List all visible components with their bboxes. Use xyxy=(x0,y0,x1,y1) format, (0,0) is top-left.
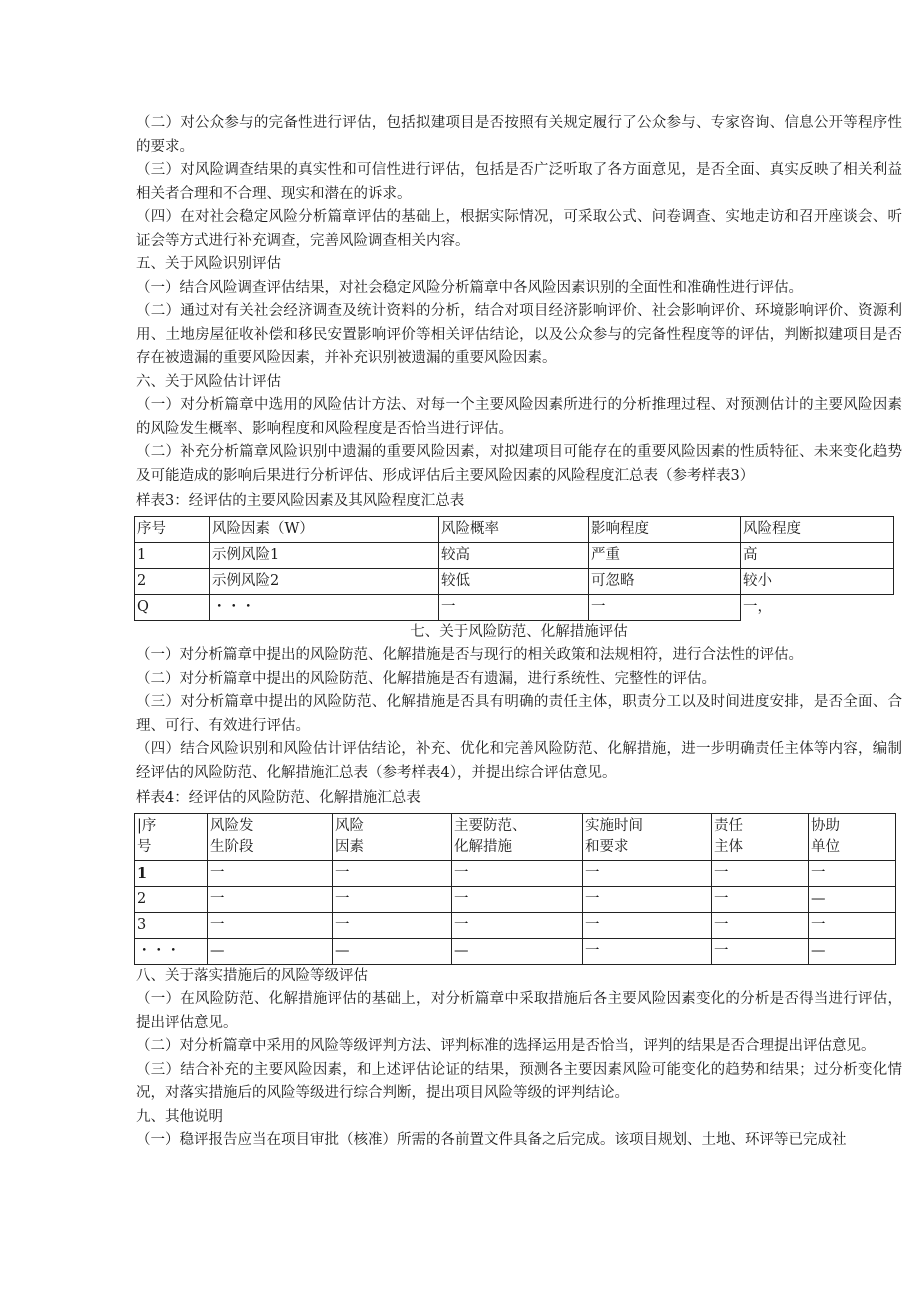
table-header-cell: 风险程度 xyxy=(741,516,894,542)
table-cell: 一 xyxy=(712,860,809,886)
table-cell: 一 xyxy=(809,860,896,886)
table-header-cell: 协助 单位 xyxy=(809,813,896,860)
paragraph: （四）结合风险识别和风险估计评估结论，补充、优化和完善风险防范、化解措施，进一步明确责任主体等内容，编制经评估的风险防范、化解措施汇总表（参考样表4），并提出综合评估意见。 xyxy=(136,741,902,781)
table-cell: 一 xyxy=(208,886,333,912)
table-cell: 一 xyxy=(333,886,452,912)
paragraph: （一）结合风险调查评估结果，对社会稳定风险分析篇章中各风险因素识别的全面性和准确性进行评估。 xyxy=(136,279,803,296)
table-header-cell: 风险概率 xyxy=(439,516,589,542)
table-cell: — xyxy=(809,938,896,964)
table-row xyxy=(135,912,896,938)
table-cell: 一 xyxy=(452,886,583,912)
table-cell: 1 xyxy=(135,860,208,886)
table-header-cell: 风险 因素 xyxy=(333,813,452,860)
table-cell: 一 xyxy=(583,912,712,938)
paragraph: （一）稳评报告应当在项目审批（核准）所需的各前置文件具备之后完成。该项目规划、土地、环评等已完成社 xyxy=(136,1132,847,1148)
paragraph: （四）在对社会稳定风险分析篇章评估的基础上，根据实际情况，可采取公式、问卷调查、实地走访和召开座谈会、听证会等方式进行补充调查，完善风险调查相关内容。 xyxy=(136,209,902,249)
risk-measures-summary-table xyxy=(134,813,896,965)
table-header-cell: 影响程度 xyxy=(589,516,741,542)
paragraph: （三）结合补充的主要风险因素，和上述评估论证的结果，预测各主要因素风险可能变化的趋势和结果；过分析变化情况，对落实措施后的风险等级进行综合判断，提出项目风险等级的评判结论。 xyxy=(136,1061,902,1101)
table-cell: — xyxy=(333,938,452,964)
paragraph: （二）通过对有关社会经济调查及统计资料的分析，结合对项目经济影响评价、社会影响评价、环境影响评价、资源利用、土地房屋征收补偿和移民安置影响评价等相关评估结论，以及公众参与的完备性程度等的评估，判断拟建项目是否存在被遗漏的重要风险因素，并补充识别被遗漏的重要风险因素。 xyxy=(136,303,902,366)
section-heading-5: 五、关于风险识别评估 xyxy=(136,256,281,272)
section-heading-8: 八、关于落实措施后的风险等级评估 xyxy=(136,967,368,984)
table-cell: 一 xyxy=(333,860,452,886)
table-cell: — xyxy=(208,938,333,964)
table-cell: 较高 xyxy=(439,542,589,568)
table-cell: 1 xyxy=(135,542,210,568)
table-cell: 一 xyxy=(809,912,896,938)
paragraph: （二）对分析篇章中采用的风险等级评判方法、评判标准的选择运用是否恰当，评判的结果是否合理提出评估意见。 xyxy=(136,1038,876,1054)
table-cell: — xyxy=(452,938,583,964)
table3-caption: 样表3：经评估的主要风险因素及其风险程度汇总表 xyxy=(136,493,465,509)
table4-caption: 样表4：经评估的风险防范、化解措施汇总表 xyxy=(136,790,421,806)
table-cell: ・・・ xyxy=(210,594,439,620)
table-header-cell: 主要防范、 化解措施 xyxy=(452,813,583,860)
table-cell: 一 xyxy=(208,860,333,886)
table-cell: 一 xyxy=(452,912,583,938)
table-cell: 较小 xyxy=(741,568,894,594)
table-cell: 一 xyxy=(712,938,809,964)
table-cell: 示例风险2 xyxy=(210,568,439,594)
table-header-cell: |序 号 xyxy=(135,813,208,860)
paragraph: （一）对分析篇章中提出的风险防范、化解措施是否与现行的相关政策和法规相符，进行合法性的评估。 xyxy=(136,647,803,663)
table-row xyxy=(135,594,894,620)
paragraph: （一）对分析篇章中选用的风险估计方法、对每一个主要风险因素所进行的分析推理过程、对预测估计的主要风险因素的风险发生概率、影响程度和风险程度是否恰当进行评估。 xyxy=(136,397,902,437)
table-cell: 一 xyxy=(208,912,333,938)
table-row xyxy=(135,860,896,886)
table-cell: 高 xyxy=(741,542,894,568)
section-heading-9: 九、其他说明 xyxy=(136,1108,223,1125)
table-cell: 一 xyxy=(583,860,712,886)
table-header-cell: 风险因素（W） xyxy=(210,516,439,542)
paragraph: （二）对分析篇章中提出的风险防范、化解措施是否有遗漏，进行系统性、完整性的评估。 xyxy=(136,670,716,687)
table-header-cell: 责任 主体 xyxy=(712,813,809,860)
table-cell: 一 xyxy=(583,938,712,964)
table-cell: 2 xyxy=(135,886,208,912)
risk-level-summary-table xyxy=(134,516,894,621)
paragraph: （三）对分析篇章中提出的风险防范、化解措施是否具有明确的责任主体，职责分工以及时间进度安排，是否全面、合理、可行、有效进行评估。 xyxy=(136,694,902,734)
table-cell: 较低 xyxy=(439,568,589,594)
document-body xyxy=(136,112,902,1153)
paragraph: （一）在风险防范、化解措施评估的基础上，对分析篇章中采取措施后各主要风险因素变化的分析是否得当进行评估，提出评估意见。 xyxy=(136,991,902,1031)
paragraph: （三）对风险调查结果的真实性和可信性进行评估，包括是否广泛听取了各方面意见，是否全面、真实反映了相关利益相关者合理和不合理、现实和潜在的诉求。 xyxy=(136,162,902,202)
table-cell: — xyxy=(809,886,896,912)
table-cell: 示例风险1 xyxy=(210,542,439,568)
table-cell: 2 xyxy=(135,568,210,594)
section-heading-6: 六、关于风险估计评估 xyxy=(136,373,281,390)
table-row xyxy=(135,886,896,912)
table-header-cell: 序号 xyxy=(135,516,210,542)
paragraph: （二）补充分析篇章风险识别中遗漏的重要风险因素，对拟建项目可能存在的重要风险因素的性质特征、未来变化趋势及可能造成的影响后果进行分析评估、形成评估后主要风险因素的风险程度汇总表（参考样表3） xyxy=(136,444,902,484)
section-heading-7: 七、关于风险防范、化解措施评估 xyxy=(410,623,628,640)
table-cell: 一， xyxy=(741,594,894,620)
table-row xyxy=(135,938,896,964)
table-header-cell: 实施时间 和要求 xyxy=(583,813,712,860)
table-cell: ・・・ xyxy=(135,938,208,964)
table-cell: 可忽略 xyxy=(589,568,741,594)
table-cell: 一 xyxy=(583,886,712,912)
table-row xyxy=(135,542,894,568)
table-header-cell: 风险发 生阶段 xyxy=(208,813,333,860)
table-cell: 一 xyxy=(333,912,452,938)
table-cell: 一 xyxy=(712,912,809,938)
table-cell: 一 xyxy=(452,860,583,886)
table-header-row xyxy=(135,813,896,860)
table-cell: 3 xyxy=(135,912,208,938)
table-row xyxy=(135,568,894,594)
table-cell: 严重 xyxy=(589,542,741,568)
table-cell: 一 xyxy=(589,594,741,620)
table-cell: 一 xyxy=(439,594,589,620)
paragraph: （二）对公众参与的完备性进行评估，包括拟建项目是否按照有关规定履行了公众参与、专家咨询、信息公开等程序性的要求。 xyxy=(136,115,902,155)
table-cell: 一 xyxy=(712,886,809,912)
table-cell: Q xyxy=(135,594,210,620)
table-header-row xyxy=(135,516,894,542)
